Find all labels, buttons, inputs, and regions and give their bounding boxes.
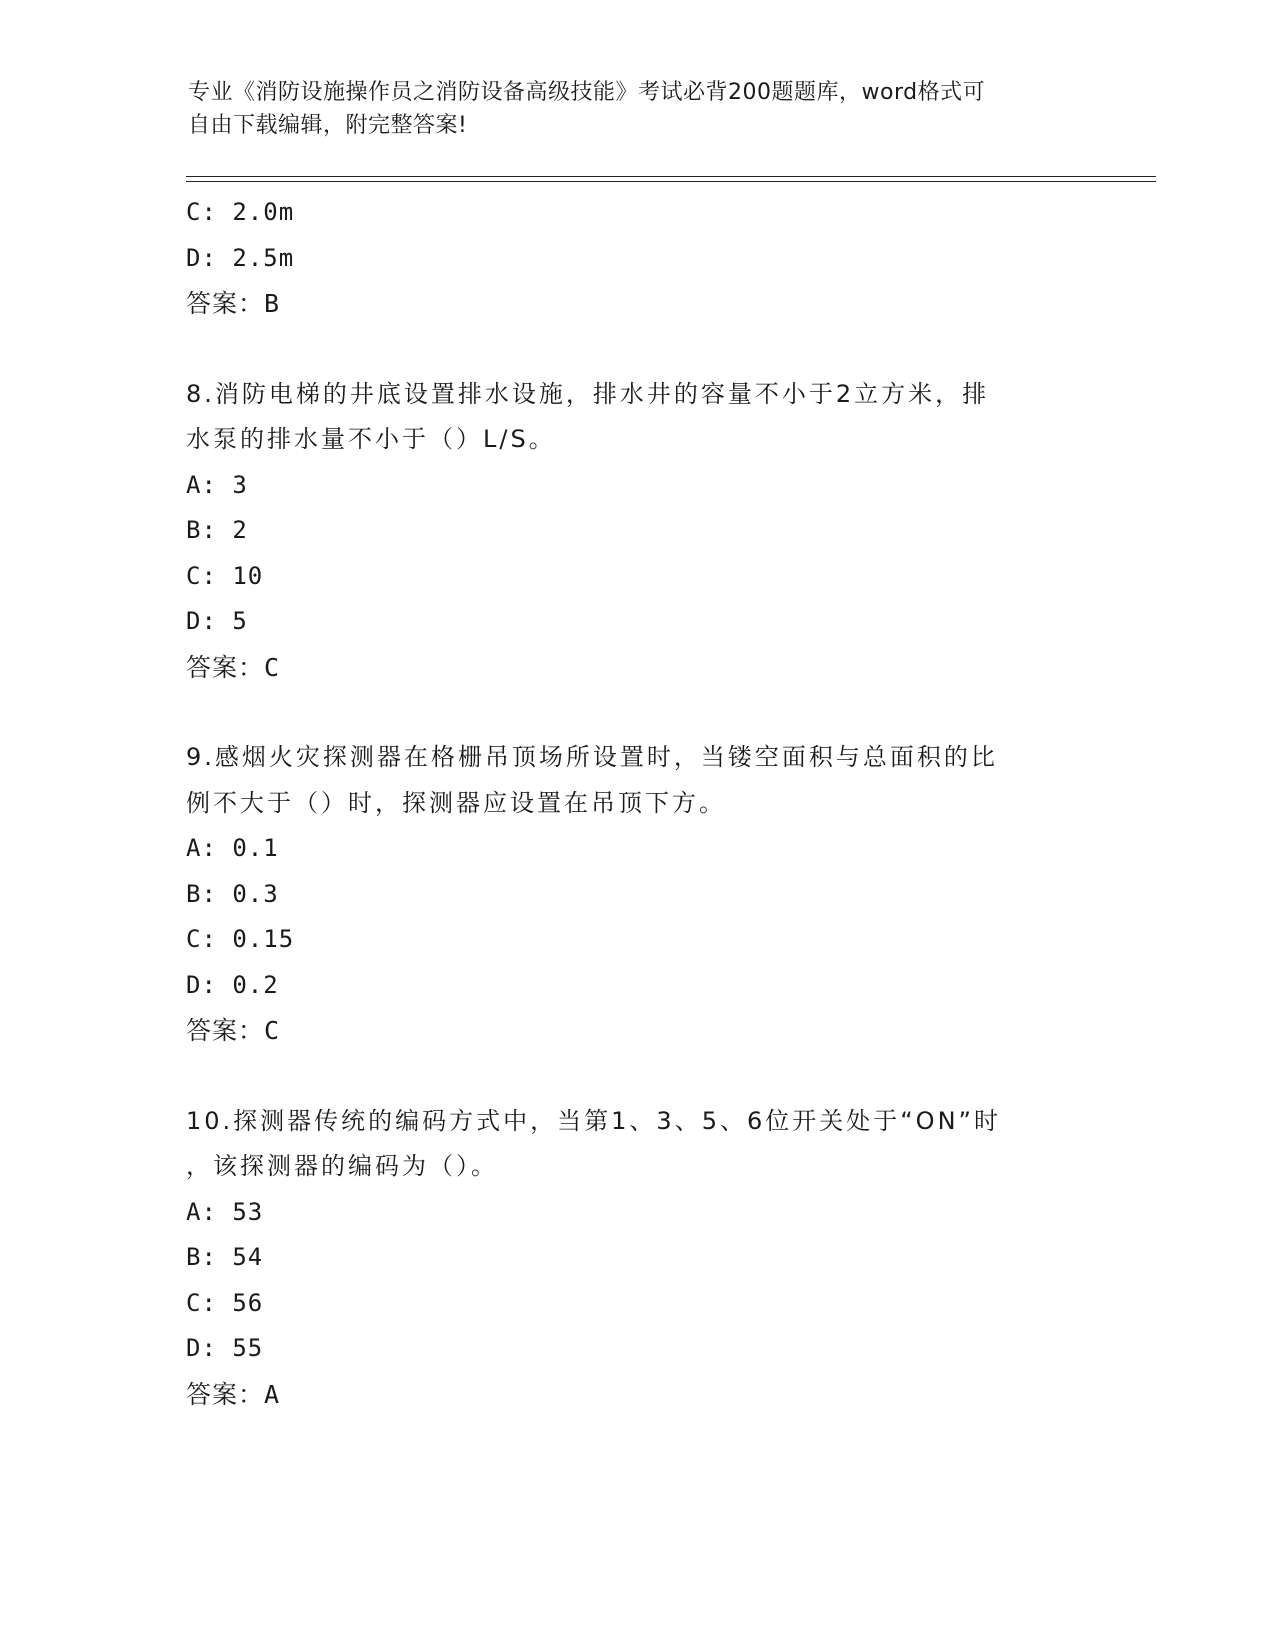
question-stem-line-1: 9.感烟火灾探测器在格栅吊顶场所设置时，当镂空面积与总面积的比	[186, 743, 998, 771]
spacer	[186, 327, 1086, 372]
option-d: D: 5	[186, 607, 248, 635]
option-c: C: 2.0m	[186, 198, 295, 226]
option-c: C: 10	[186, 561, 264, 590]
spacer	[186, 690, 1086, 735]
question-stem-line-1: 8.消防电梯的井底设置排水设施，排水井的容量不小于2立方米，排	[186, 379, 990, 408]
carryover-question-block	[186, 190, 1086, 327]
option-d: D: 55	[186, 1334, 264, 1362]
option-b: B: 0.3	[186, 879, 279, 908]
option-b: B: 2	[186, 516, 248, 544]
document-header	[188, 76, 1068, 142]
answer-line: 答案：A	[186, 1379, 281, 1409]
question-stem-line-2: 水泵的排水量不小于（）L/S。	[186, 425, 556, 453]
question-stem	[186, 735, 1066, 826]
header-title-line-2: 自由下载编辑，附完整答案!	[188, 113, 468, 138]
question-block-9	[186, 735, 1086, 1054]
option-b: B: 54	[186, 1243, 264, 1271]
option-c: C: 56	[186, 1288, 264, 1317]
question-stem-line-1: 10.探测器传统的编码方式中，当第1、3、5、6位开关处于“ON”时	[186, 1106, 1001, 1135]
option-d: D: 0.2	[186, 970, 279, 999]
question-block-8	[186, 372, 1086, 691]
question-stem	[186, 372, 1066, 463]
option-d: D: 2.5m	[186, 243, 295, 272]
question-content	[186, 190, 1086, 1417]
option-c: C: 0.15	[186, 925, 295, 953]
answer-line: 答案：B	[186, 289, 281, 318]
answer-line: 答案：C	[186, 1016, 281, 1045]
header-divider-top	[186, 176, 1156, 177]
question-stem-line-2: ，该探测器的编码为（）。	[186, 1152, 498, 1180]
question-stem-line-2: 例不大于（）时，探测器应设置在吊顶下方。	[186, 788, 726, 817]
spacer	[186, 1054, 1086, 1099]
header-title-line-1: 专业《消防设施操作员之消防设备高级技能》考试必背200题题库，word格式可	[188, 80, 986, 105]
answer-line: 答案：C	[186, 652, 281, 682]
question-stem	[186, 1099, 1066, 1190]
header-divider-bottom	[186, 181, 1156, 182]
question-block-10	[186, 1099, 1086, 1418]
option-a: A: 53	[186, 1197, 264, 1226]
option-a: A: 0.1	[186, 834, 279, 862]
option-a: A: 3	[186, 470, 248, 499]
